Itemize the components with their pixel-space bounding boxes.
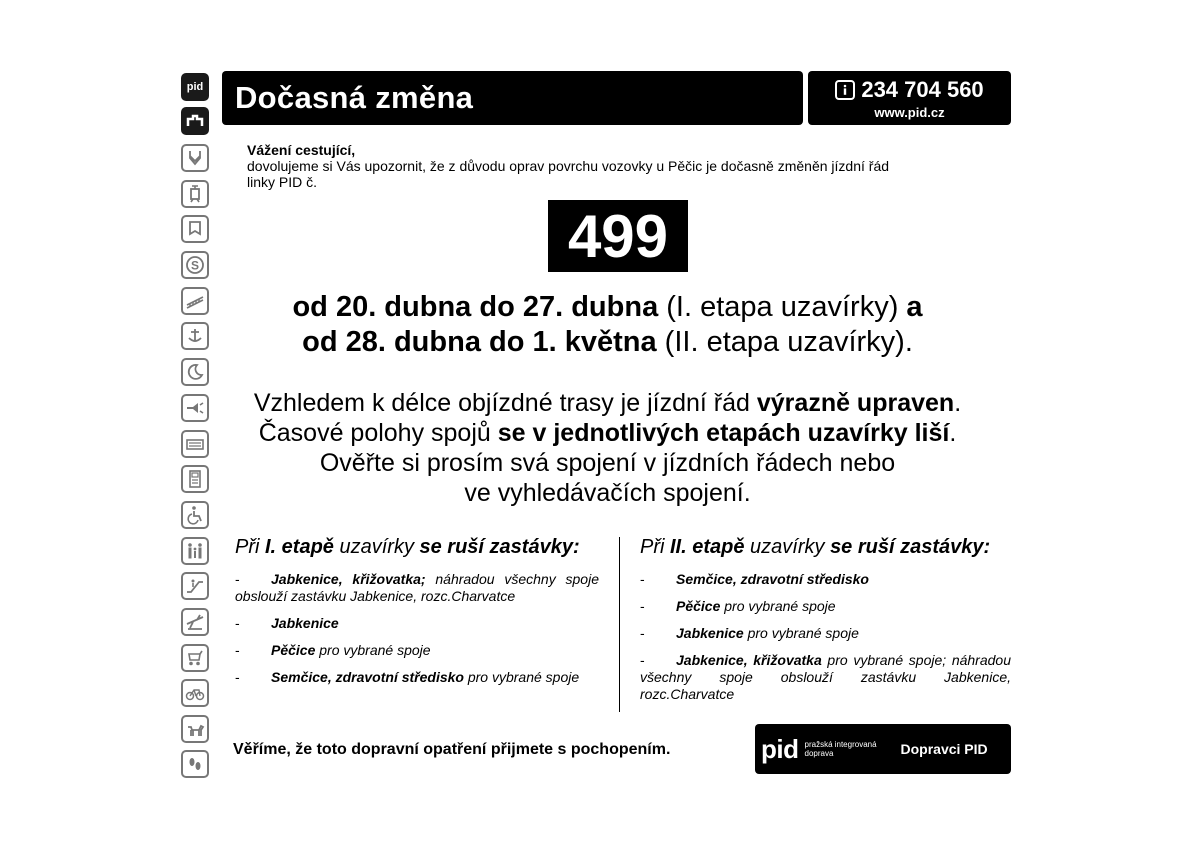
dash: - [235, 571, 240, 587]
stage2-dates: od 28. dubna do 1. května [302, 326, 657, 358]
bicycle-icon [181, 679, 209, 707]
dash: - [640, 652, 645, 668]
closing-text: Věříme, že toto dopravní opatření přijmete s pochopením. [233, 741, 671, 758]
phone-line [808, 77, 1011, 103]
stop-name: Jabkenice [271, 615, 339, 631]
body-line-1b: výrazně upraven [756, 389, 955, 417]
list-item [235, 669, 599, 686]
list-item [235, 642, 599, 659]
stage1-dates: od 20. dubna do 27. dubna [292, 291, 659, 323]
stop-note: pro vybrané spoje [720, 598, 836, 614]
stage2-heading-part: Při [640, 536, 670, 558]
list-item [640, 598, 1011, 615]
list-item [235, 615, 599, 632]
stage2-heading [640, 536, 1011, 559]
pid-logo-sub-2: doprava [804, 749, 834, 758]
pid-logo-sub-1: pražská integrovaná [804, 740, 877, 749]
stop-name: Jabkenice [676, 625, 744, 641]
funicular-icon [181, 251, 209, 279]
body-line-4: ve vyhledávačích spojení. [464, 479, 751, 507]
pid-logo-subtitle [805, 740, 895, 758]
stop-note: pro vybrané spoje; náhradou všechny spoje obslouží zastávku Jabkenice, rozc.Charvatce [640, 652, 1011, 702]
pid-logo-icon [181, 73, 209, 101]
body-line-1a: Vzhledem k délce objízdné trasy je jízdní řád [253, 389, 757, 417]
stage2-heading-stage: II. etapě [670, 536, 745, 558]
website: www.pid.cz [874, 105, 945, 120]
notice-body [200, 388, 1015, 508]
stop-name: Semčice, zdravotní středisko [271, 669, 464, 685]
stage1-heading [235, 536, 599, 559]
dates-conjunction: a [906, 291, 923, 323]
stage1-heading-part: uzavírky [333, 536, 420, 558]
closure-dates [200, 290, 1015, 360]
dog-icon [181, 715, 209, 743]
salutation: Vážení cestující, [247, 142, 356, 158]
stage2-label: (II. etapa uzavírky). [656, 326, 913, 358]
stop-name: Semčice, zdravotní středisko [676, 571, 869, 587]
stop-note: pro vybrané spoje [463, 669, 580, 685]
metro-icon [181, 144, 209, 172]
pid-logo-text: pid [186, 81, 204, 93]
bus-icon [181, 107, 209, 135]
stop-note: pro vybrané spoje [315, 642, 431, 658]
tram-icon [181, 180, 209, 208]
body-line-1c: . [954, 389, 962, 417]
column-divider [619, 537, 620, 712]
carrier-label: Dopravci PID [900, 741, 988, 757]
contact-box [808, 71, 1011, 125]
walking-icon [181, 750, 209, 778]
stage1-label: (I. etapa uzavírky) [658, 291, 907, 323]
dash: - [640, 571, 645, 587]
greeting-line-1: dovolujeme si Vás upozornit, že z důvodu oprav povrchu vozovky u Pěčic je dočasně změněn jízdní řád [247, 158, 890, 174]
greeting-line-2: linky PID č. [247, 174, 318, 190]
page-title: Dočasná změna [222, 71, 803, 125]
pid-logo: pid [761, 733, 799, 764]
dash: - [235, 615, 240, 631]
night-icon [181, 358, 209, 386]
svg-text:S: S [190, 258, 200, 273]
plane-icon [181, 608, 209, 636]
greeting [247, 142, 1007, 190]
stage2-heading-part: uzavírky [744, 536, 831, 558]
stroller-icon [181, 644, 209, 672]
stop-name: Pěčice [271, 642, 316, 658]
stop-name: Pěčice [676, 598, 721, 614]
list-item [235, 571, 599, 605]
train-icon [181, 215, 209, 243]
dash: - [235, 642, 240, 658]
list-item [640, 571, 1011, 588]
line-number-badge: 499 [548, 200, 688, 272]
stage1-heading-stage: I. etapě [265, 536, 334, 558]
stop-name: Jabkenice, křižovatka; [271, 571, 426, 587]
body-line-2b: se v jednotlivých etapách uzavírky liší [497, 419, 950, 447]
dash: - [235, 669, 240, 685]
stage2-section [640, 536, 1011, 713]
list-item [640, 625, 1011, 642]
dash: - [640, 598, 645, 614]
pid-footer-logo [755, 724, 1011, 774]
body-line-2a: Časové polohy spojů [258, 419, 498, 447]
stop-note: náhradou všechny spoje obslouží zastávku Jabkenice, rozc.Charvatce [235, 571, 599, 604]
escalator-icon [181, 572, 209, 600]
dash: - [640, 625, 645, 641]
stop-note: pro vybrané spoje [743, 625, 859, 641]
info-icon [835, 80, 855, 100]
phone-number: 234 704 560 [861, 77, 984, 102]
body-line-3: Ověřte si prosím svá spojení v jízdních řádech nebo [319, 449, 896, 477]
list-item [640, 652, 1011, 703]
stop-name: Jabkenice, křižovatka [676, 652, 822, 668]
stage2-heading-cancel: se ruší zastávky: [830, 536, 991, 558]
stage1-heading-cancel: se ruší zastávky: [419, 536, 580, 558]
stage1-heading-part: Při [235, 536, 265, 558]
family-icon [181, 537, 209, 565]
stage1-section [235, 536, 599, 696]
body-line-2c: . [949, 419, 957, 447]
